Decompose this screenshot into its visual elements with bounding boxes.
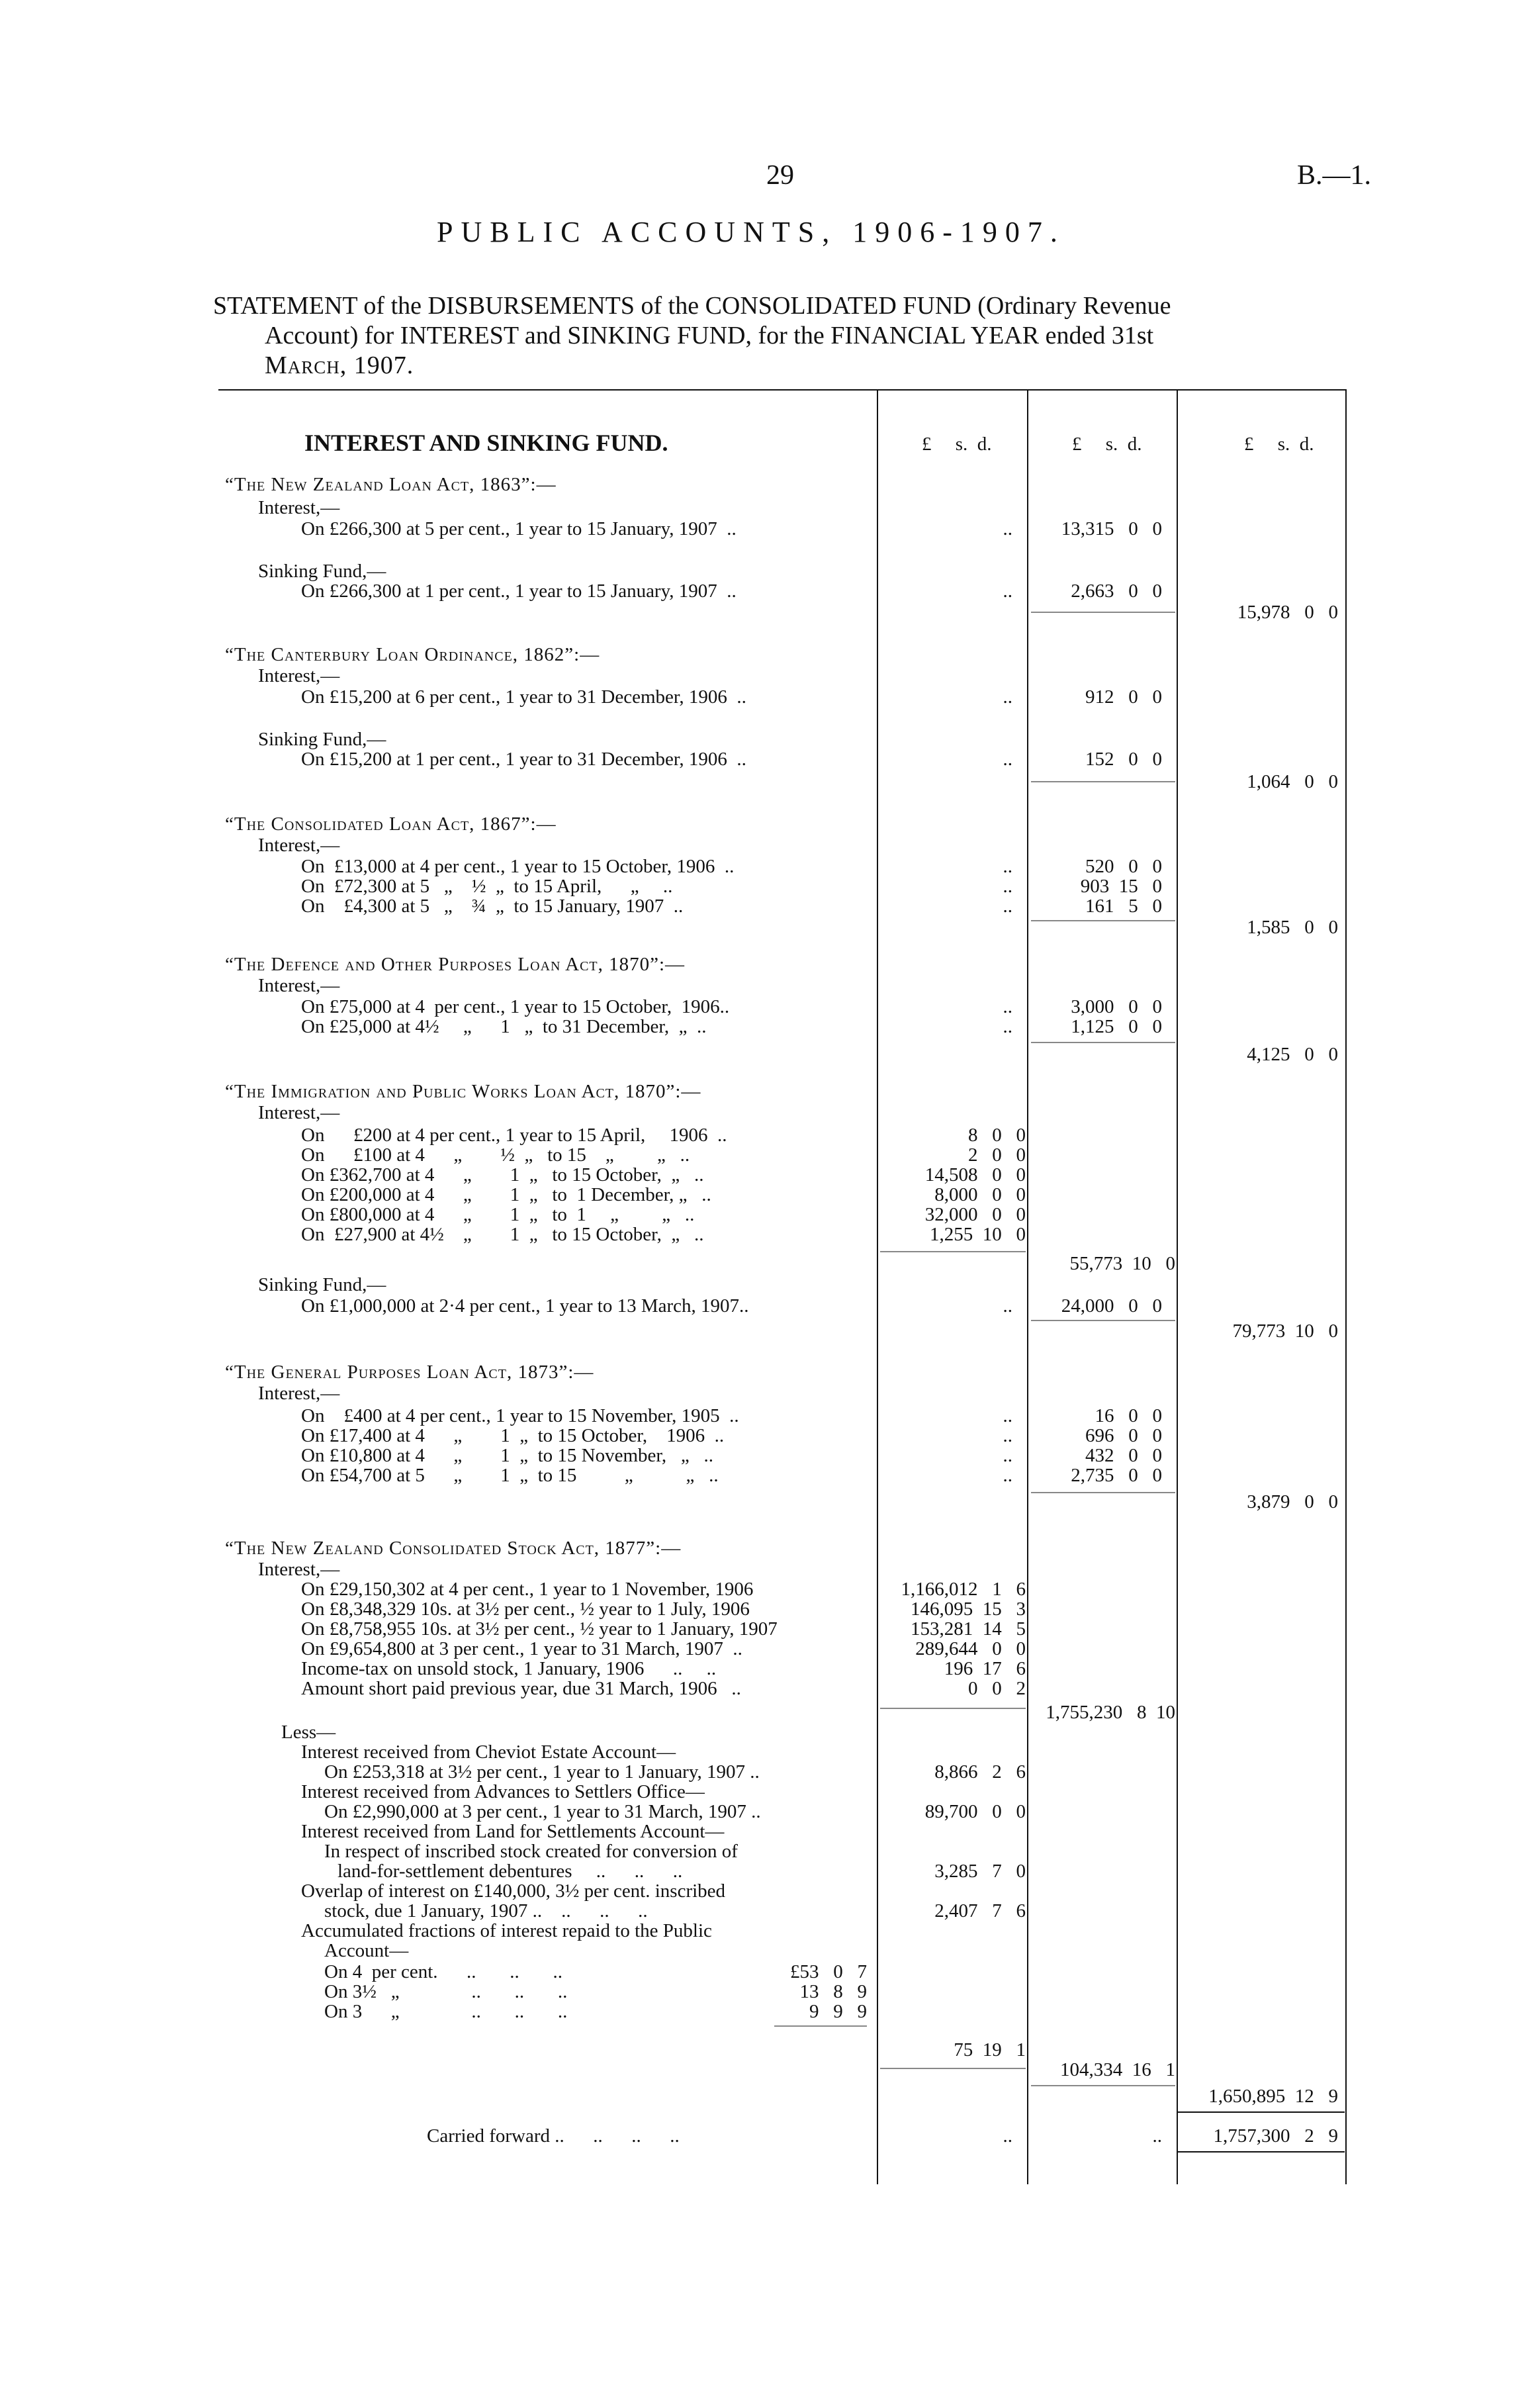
fraction-value: 13 8 9 — [799, 1981, 867, 2002]
col1-value: .. — [1003, 856, 1012, 877]
col2-value: 520 0 0 — [1085, 856, 1162, 877]
entry-text: On £8,348,329 10s. at 3½ per cent., ½ year to 1 July, 1906 — [301, 1598, 750, 1620]
entry-text: On £200 at 4 per cent., 1 year to 15 April, 1906 .. — [301, 1125, 727, 1146]
entry-text: On £253,318 at 3½ per cent., 1 year to 1 January, 1907 .. — [324, 1761, 760, 1783]
col1-value: 14,508 0 0 — [924, 1164, 1026, 1185]
entry-text: On £75,000 at 4 per cent., 1 year to 15 October, 1906.. — [301, 996, 730, 1017]
entry-text: On £54,700 at 5 „ 1 „ to 15 „ „ .. — [301, 1465, 719, 1486]
entry-text: land-for-settlement debentures .. .. .. — [337, 1861, 683, 1882]
col1-value: 3,285 7 0 — [934, 1861, 1026, 1882]
fraction-value: £53 0 7 — [790, 1961, 867, 1982]
entry-text: On £10,800 at 4 „ 1 „ to 15 November, „ .. — [301, 1445, 714, 1466]
interest-label: Interest,— — [258, 497, 340, 518]
entry-text: Interest received from Cheviot Estate Account— — [301, 1741, 676, 1763]
subtotal-rule — [880, 1708, 1026, 1709]
col2-value: 903 15 0 — [1080, 876, 1162, 897]
subtotal-rule — [1031, 1492, 1175, 1493]
col2-value: 104,334 16 1 — [1060, 2059, 1175, 2080]
col1-value: 2 0 0 — [968, 1144, 1026, 1166]
interest-label: Interest,— — [258, 665, 340, 686]
page-reference: B.—1. — [1297, 160, 1372, 191]
entry-text: On £362,700 at 4 „ 1 „ to 15 October, „ .. — [301, 1164, 704, 1185]
subtotal-rule — [1031, 920, 1175, 921]
entry-text: On 3½ „ .. .. .. — [324, 1981, 568, 2002]
col1-value: .. — [1003, 876, 1012, 897]
column-header-1: £ s. d. — [922, 434, 992, 455]
intro-line-1: STATEMENT of the DISBURSEMENTS of the CONSOLIDATED FUND (Ordinary Revenue — [213, 292, 1171, 320]
column-header-2: £ s. d. — [1072, 434, 1142, 455]
subtotal-rule — [880, 2068, 1026, 2069]
col1-value: 8,000 0 0 — [934, 1184, 1026, 1205]
entry-text: On £1,000,000 at 2·4 per cent., 1 year to 13 March, 1907.. — [301, 1295, 749, 1317]
col2-value: 3,000 0 0 — [1071, 996, 1162, 1017]
col1-value: .. — [1003, 580, 1012, 602]
sinking-fund-label: Sinking Fund,— — [258, 729, 386, 750]
column-divider-3 — [1177, 391, 1178, 2184]
entry-text: On £13,000 at 4 per cent., 1 year to 15 October, 1906 .. — [301, 856, 735, 877]
col1-value: .. — [1003, 1405, 1012, 1426]
subtotal-rule — [1031, 781, 1175, 782]
entry-text: Interest received from Land for Settlements Account— — [301, 1821, 725, 1842]
document-title: PUBLIC ACCOUNTS, 1906-1907. — [437, 216, 1065, 248]
section-heading: “The Canterbury Loan Ordinance, 1862”:— — [225, 644, 600, 665]
entry-text: On £800,000 at 4 „ 1 „ to 1 „ „ .. — [301, 1204, 695, 1225]
col1-value: 1,255 10 0 — [930, 1224, 1026, 1245]
col1-value: 289,644 0 0 — [915, 1638, 1026, 1659]
col2-value: 2,663 0 0 — [1071, 580, 1162, 602]
interest-label: Interest,— — [258, 835, 340, 856]
col1-value: 2,407 7 6 — [934, 1900, 1026, 1922]
total-rule — [1178, 2151, 1345, 2153]
section-heading: “The Immigration and Public Works Loan Act, 1870”:— — [225, 1081, 701, 1102]
entry-text: On 4 per cent. .. .. .. — [324, 1961, 563, 1982]
entry-text: On £72,300 at 5 „ ½ „ to 15 April, „ .. — [301, 876, 673, 897]
section-total: 15,978 0 0 — [1237, 602, 1338, 623]
col1-value: 8,866 2 6 — [934, 1761, 1026, 1783]
col1-value: .. — [1003, 1445, 1012, 1466]
section-total: 1,585 0 0 — [1247, 917, 1338, 938]
column-divider-1 — [877, 391, 878, 2184]
col2-value: 152 0 0 — [1085, 749, 1162, 770]
section-heading: “The General Purposes Loan Act, 1873”:— — [225, 1362, 594, 1383]
col2-value: 161 5 0 — [1085, 896, 1162, 917]
subtotal-rule — [1031, 1042, 1175, 1043]
col1-value: 75 19 1 — [954, 2039, 1026, 2061]
entry-text: Amount short paid previous year, due 31 March, 1906 .. — [301, 1678, 741, 1699]
entry-text: Overlap of interest on £140,000, 3½ per cent. inscribed — [301, 1880, 726, 1902]
column-divider-4 — [1345, 391, 1347, 2184]
entry-text: On £15,200 at 1 per cent., 1 year to 31 December, 1906 .. — [301, 749, 746, 770]
col2-value: 432 0 0 — [1085, 1445, 1162, 1466]
entry-text: On 3 „ .. .. .. — [324, 2001, 568, 2022]
page-number: 29 — [766, 160, 794, 191]
col1-value: .. — [1003, 1016, 1012, 1037]
section-heading: “The Consolidated Loan Act, 1867”:— — [225, 813, 557, 835]
column-divider-2 — [1027, 391, 1028, 2184]
col1-value: 196 17 6 — [944, 1658, 1026, 1679]
col1-value: .. — [1003, 1465, 1012, 1486]
interest-label: Interest,— — [258, 1559, 340, 1580]
entry-text: On £200,000 at 4 „ 1 „ to 1 December, „ .. — [301, 1184, 711, 1205]
entry-text: On £15,200 at 6 per cent., 1 year to 31 December, 1906 .. — [301, 686, 746, 708]
col2-value: 13,315 0 0 — [1061, 518, 1162, 539]
entry-text: Account— — [324, 1940, 409, 1961]
col1-value: 32,000 0 0 — [924, 1204, 1026, 1225]
col1-value: .. — [1003, 518, 1012, 539]
entry-text: On £4,300 at 5 „ ¾ „ to 15 January, 1907 .. — [301, 896, 684, 917]
entry-text: On £266,300 at 1 per cent., 1 year to 15 January, 1907 .. — [301, 580, 737, 602]
col1-value: .. — [1003, 1425, 1012, 1446]
entry-text: On £8,758,955 10s. at 3½ per cent., ½ year to 1 January, 1907 — [301, 1618, 778, 1640]
col1-value: .. — [1003, 896, 1012, 917]
column-header-3: £ s. d. — [1244, 434, 1314, 455]
section-heading: “The Defence and Other Purposes Loan Act, 1870”:— — [225, 954, 686, 975]
section-total: 1,064 0 0 — [1247, 771, 1338, 792]
col1-value: 0 0 2 — [968, 1678, 1026, 1699]
entry-text: Accumulated fractions of interest repaid to the Public — [301, 1920, 712, 1941]
col1-value: 146,095 15 3 — [911, 1598, 1026, 1620]
section-total: 1,650,895 12 9 — [1208, 2086, 1338, 2107]
fraction-value: 9 9 9 — [809, 2001, 867, 2022]
col2-value: 24,000 0 0 — [1061, 1295, 1162, 1317]
section-total: 79,773 10 0 — [1232, 1320, 1338, 1342]
col1-value: .. — [1003, 686, 1012, 708]
col2-value: 1,755,230 8 10 — [1046, 1702, 1175, 1723]
col2-value: 696 0 0 — [1085, 1425, 1162, 1446]
entry-text: On £9,654,800 at 3 per cent., 1 year to 31 March, 1907 .. — [301, 1638, 742, 1659]
subtotal-rule — [1031, 2085, 1175, 2086]
carried-forward-label: Carried forward .. .. .. .. — [427, 2125, 680, 2147]
col2-value: 1,125 0 0 — [1071, 1016, 1162, 1037]
entry-text: On £17,400 at 4 „ 1 „ to 15 October, 1906 .. — [301, 1425, 725, 1446]
entry-text: stock, due 1 January, 1907 .. .. .. .. — [324, 1900, 648, 1922]
sinking-fund-label: Sinking Fund,— — [258, 561, 386, 582]
col1-value: 1,166,012 1 6 — [901, 1579, 1026, 1600]
section-total: 4,125 0 0 — [1247, 1044, 1338, 1065]
sinking-fund-label: Sinking Fund,— — [258, 1274, 386, 1295]
carried-forward-total: 1,757,300 2 9 — [1213, 2125, 1338, 2147]
entry-text: In respect of inscribed stock created for conversion of — [324, 1841, 738, 1862]
total-rule — [1178, 2111, 1345, 2113]
subtotal-rule — [1031, 1320, 1175, 1321]
col1-value: .. — [1003, 1295, 1012, 1317]
section-total: 3,879 0 0 — [1247, 1491, 1338, 1512]
col2-value: 16 0 0 — [1095, 1405, 1162, 1426]
col1-value: .. — [1003, 2125, 1012, 2147]
entry-text: Income-tax on unsold stock, 1 January, 1906 .. .. — [301, 1658, 717, 1679]
entry-text: On £29,150,302 at 4 per cent., 1 year to 1 November, 1906 — [301, 1579, 754, 1600]
col1-value: 8 0 0 — [968, 1125, 1026, 1146]
subtotal-rule — [880, 1251, 1026, 1252]
entry-text: On £27,900 at 4½ „ 1 „ to 15 October, „ .. — [301, 1224, 704, 1245]
col1-value: .. — [1003, 996, 1012, 1017]
subtotal-rule — [1031, 612, 1175, 613]
col1-value: 89,700 0 0 — [924, 1801, 1026, 1822]
less-label: Less— — [281, 1722, 336, 1743]
col2-value: 2,735 0 0 — [1071, 1465, 1162, 1486]
entry-text: On £25,000 at 4½ „ 1 „ to 31 December, „ .. — [301, 1016, 707, 1037]
entry-text: On £266,300 at 5 per cent., 1 year to 15 January, 1907 .. — [301, 518, 737, 539]
intro-line-2: Account) for INTEREST and SINKING FUND, for the FINANCIAL YEAR ended 31st — [265, 322, 1154, 349]
intro-line-3: March, 1907. — [265, 351, 414, 379]
table-title: INTEREST AND SINKING FUND. — [304, 430, 668, 456]
interest-label: Interest,— — [258, 1383, 340, 1404]
col2-value: .. — [1152, 2125, 1162, 2147]
col1-value: .. — [1003, 749, 1012, 770]
entry-text: Interest received from Advances to Settlers Office— — [301, 1781, 705, 1802]
interest-label: Interest,— — [258, 1102, 340, 1123]
entry-text: On £100 at 4 „ ½ „ to 15 „ „ .. — [301, 1144, 690, 1166]
section-heading: “The New Zealand Consolidated Stock Act, 1877”:— — [225, 1538, 682, 1559]
section-heading: “The New Zealand Loan Act, 1863”:— — [225, 474, 557, 495]
interest-label: Interest,— — [258, 975, 340, 996]
entry-text: On £2,990,000 at 3 per cent., 1 year to 31 March, 1907 .. — [324, 1801, 761, 1822]
col2-value: 55,773 10 0 — [1069, 1253, 1175, 1274]
entry-text: On £400 at 4 per cent., 1 year to 15 November, 1905 .. — [301, 1405, 739, 1426]
col1-value: 153,281 14 5 — [911, 1618, 1026, 1640]
fraction-total-rule — [774, 2025, 867, 2027]
col2-value: 912 0 0 — [1085, 686, 1162, 708]
